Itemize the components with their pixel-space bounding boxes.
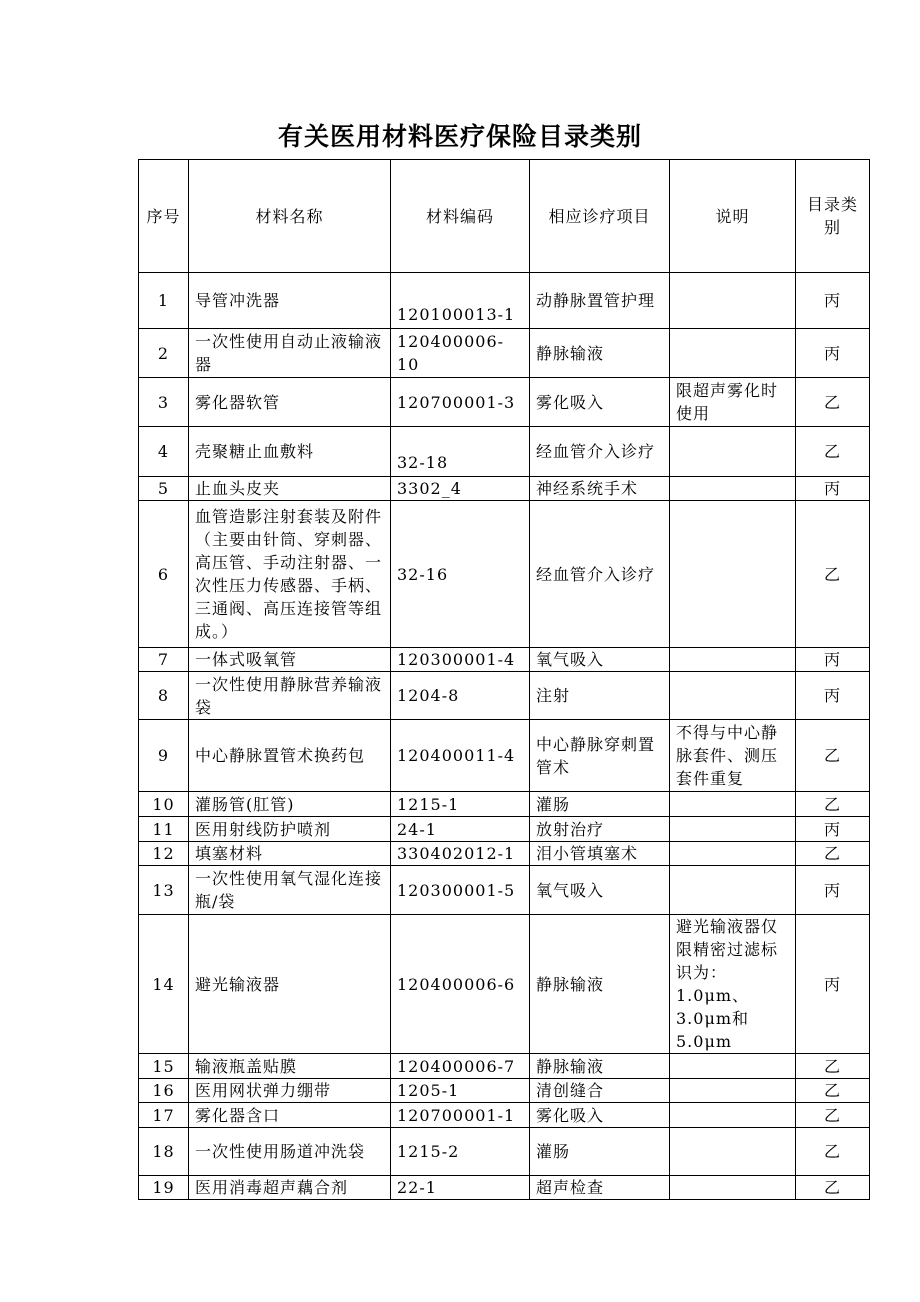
note xyxy=(670,273,796,329)
header-row xyxy=(139,160,870,273)
table-row xyxy=(139,378,870,427)
table-row xyxy=(139,648,870,672)
material-code: 32-16 xyxy=(391,501,530,648)
material-code: 1205-1 xyxy=(391,1079,530,1103)
material-name: 医用消毒超声藕合剂 xyxy=(189,1176,391,1200)
catalog-category: 乙 xyxy=(796,1079,870,1103)
treatment-item: 静脉输液 xyxy=(530,329,670,378)
table-row xyxy=(139,866,870,915)
note: 避光输液器仅限精密过滤标识为：1.0μm、3.0μm和5.0μm xyxy=(670,915,796,1054)
row-number: 18 xyxy=(139,1128,189,1176)
header-note: 说明 xyxy=(670,160,796,273)
treatment-item: 中心静脉穿刺置管术 xyxy=(530,720,670,792)
material-code: 3302_4 xyxy=(391,477,530,501)
table-body xyxy=(139,273,870,1200)
row-number: 10 xyxy=(139,792,189,817)
catalog-category: 乙 xyxy=(796,1128,870,1176)
table-row xyxy=(139,817,870,842)
material-name: 中心静脉置管术换药包 xyxy=(189,720,391,792)
row-number: 1 xyxy=(139,273,189,329)
treatment-item: 清创缝合 xyxy=(530,1079,670,1103)
table-row xyxy=(139,792,870,817)
catalog-category: 乙 xyxy=(796,1054,870,1079)
treatment-item: 灌肠 xyxy=(530,1128,670,1176)
row-number: 6 xyxy=(139,501,189,648)
catalog-category: 乙 xyxy=(796,842,870,866)
treatment-item: 经血管介入诊疗 xyxy=(530,427,670,477)
treatment-item: 氧气吸入 xyxy=(530,648,670,672)
table-row xyxy=(139,1054,870,1079)
material-name: 避光输液器 xyxy=(189,915,391,1054)
catalog-category: 乙 xyxy=(796,501,870,648)
treatment-item: 雾化吸入 xyxy=(530,378,670,427)
material-name: 止血头皮夹 xyxy=(189,477,391,501)
material-name: 一次性使用肠道冲洗袋 xyxy=(189,1128,391,1176)
row-number: 4 xyxy=(139,427,189,477)
material-name: 壳聚糖止血敷料 xyxy=(189,427,391,477)
note xyxy=(670,1054,796,1079)
header-category: 目录类别 xyxy=(796,160,870,273)
row-number: 11 xyxy=(139,817,189,842)
table-row xyxy=(139,1103,870,1128)
note xyxy=(670,817,796,842)
note xyxy=(670,648,796,672)
treatment-item: 氧气吸入 xyxy=(530,866,670,915)
material-code: 22-1 xyxy=(391,1176,530,1200)
table-row xyxy=(139,720,870,792)
treatment-item: 灌肠 xyxy=(530,792,670,817)
material-name: 一体式吸氧管 xyxy=(189,648,391,672)
material-name: 导管冲洗器 xyxy=(189,273,391,329)
table-row xyxy=(139,1079,870,1103)
note xyxy=(670,866,796,915)
row-number: 15 xyxy=(139,1054,189,1079)
catalog-category: 丙 xyxy=(796,648,870,672)
row-number: 7 xyxy=(139,648,189,672)
row-number: 16 xyxy=(139,1079,189,1103)
treatment-item: 注射 xyxy=(530,672,670,720)
treatment-item: 放射治疗 xyxy=(530,817,670,842)
material-code: 120400006-7 xyxy=(391,1054,530,1079)
note xyxy=(670,1176,796,1200)
note xyxy=(670,842,796,866)
note xyxy=(670,329,796,378)
catalog-category: 乙 xyxy=(796,792,870,817)
catalog-category: 丙 xyxy=(796,477,870,501)
row-number: 17 xyxy=(139,1103,189,1128)
table-row xyxy=(139,427,870,477)
material-code: 120300001-5 xyxy=(391,866,530,915)
material-name: 填塞材料 xyxy=(189,842,391,866)
treatment-item: 动静脉置管护理 xyxy=(530,273,670,329)
material-code: 120700001-3 xyxy=(391,378,530,427)
row-number: 12 xyxy=(139,842,189,866)
material-name: 雾化器含口 xyxy=(189,1103,391,1128)
material-name: 输液瓶盖贴膜 xyxy=(189,1054,391,1079)
catalog-category: 乙 xyxy=(796,1176,870,1200)
treatment-item: 雾化吸入 xyxy=(530,1103,670,1128)
material-code: 120300001-4 xyxy=(391,648,530,672)
material-code: 1215-1 xyxy=(391,792,530,817)
row-number: 3 xyxy=(139,378,189,427)
catalog-category: 乙 xyxy=(796,427,870,477)
table-row xyxy=(139,329,870,378)
note xyxy=(670,1079,796,1103)
material-code: 24-1 xyxy=(391,817,530,842)
treatment-item: 静脉输液 xyxy=(530,1054,670,1079)
page-title: 有关医用材料医疗保险目录类别 xyxy=(277,122,642,151)
material-code: 120400006-10 xyxy=(391,329,530,378)
table-row xyxy=(139,1128,870,1176)
row-number: 8 xyxy=(139,672,189,720)
material-name: 血管造影注射套装及附件（主要由针筒、穿刺器、高压管、手动注射器、一次性压力传感器、手柄、三通阀、高压连接管等组成。） xyxy=(189,501,391,648)
header-code: 材料编码 xyxy=(391,160,530,273)
treatment-item: 超声检查 xyxy=(530,1176,670,1200)
material-code: 120100013-1 xyxy=(391,273,530,329)
row-number: 2 xyxy=(139,329,189,378)
material-code: 1215-2 xyxy=(391,1128,530,1176)
catalog-category: 丙 xyxy=(796,866,870,915)
catalog-category: 丙 xyxy=(796,672,870,720)
header-name: 材料名称 xyxy=(189,160,391,273)
note xyxy=(670,672,796,720)
material-name: 医用射线防护喷剂 xyxy=(189,817,391,842)
table-row xyxy=(139,672,870,720)
material-code: 120700001-1 xyxy=(391,1103,530,1128)
catalog-category: 丙 xyxy=(796,817,870,842)
row-number: 13 xyxy=(139,866,189,915)
row-number: 19 xyxy=(139,1176,189,1200)
table-row xyxy=(139,477,870,501)
note xyxy=(670,501,796,648)
treatment-item: 泪小管填塞术 xyxy=(530,842,670,866)
catalog-category: 丙 xyxy=(796,329,870,378)
table-row xyxy=(139,842,870,866)
note: 限超声雾化时使用 xyxy=(670,378,796,427)
header-item: 相应诊疗项目 xyxy=(530,160,670,273)
material-code: 330402012-1 xyxy=(391,842,530,866)
treatment-item: 神经系统手术 xyxy=(530,477,670,501)
note xyxy=(670,1103,796,1128)
catalog-category: 乙 xyxy=(796,720,870,792)
table-row xyxy=(139,915,870,1054)
material-code: 1204-8 xyxy=(391,672,530,720)
note xyxy=(670,477,796,501)
table-row xyxy=(139,273,870,329)
row-number: 14 xyxy=(139,915,189,1054)
header-no: 序号 xyxy=(139,160,189,273)
material-name: 雾化器软管 xyxy=(189,378,391,427)
note: 不得与中心静脉套件、测压套件重复 xyxy=(670,720,796,792)
catalog-category: 乙 xyxy=(796,378,870,427)
table-row xyxy=(139,1176,870,1200)
material-name: 一次性使用静脉营养输液袋 xyxy=(189,672,391,720)
treatment-item: 静脉输液 xyxy=(530,915,670,1054)
row-number: 5 xyxy=(139,477,189,501)
insurance-catalog-table xyxy=(138,159,870,1200)
material-code: 120400006-6 xyxy=(391,915,530,1054)
treatment-item: 经血管介入诊疗 xyxy=(530,501,670,648)
material-name: 医用网状弹力绷带 xyxy=(189,1079,391,1103)
catalog-category: 乙 xyxy=(796,1103,870,1128)
note xyxy=(670,427,796,477)
catalog-category: 丙 xyxy=(796,915,870,1054)
table-row xyxy=(139,501,870,648)
material-name: 一次性使用自动止液输液器 xyxy=(189,329,391,378)
material-name: 灌肠管(肛管) xyxy=(189,792,391,817)
note xyxy=(670,792,796,817)
material-name: 一次性使用氧气湿化连接瓶/袋 xyxy=(189,866,391,915)
material-code: 32-18 xyxy=(391,427,530,477)
catalog-category: 丙 xyxy=(796,273,870,329)
material-code: 120400011-4 xyxy=(391,720,530,792)
note xyxy=(670,1128,796,1176)
row-number: 9 xyxy=(139,720,189,792)
